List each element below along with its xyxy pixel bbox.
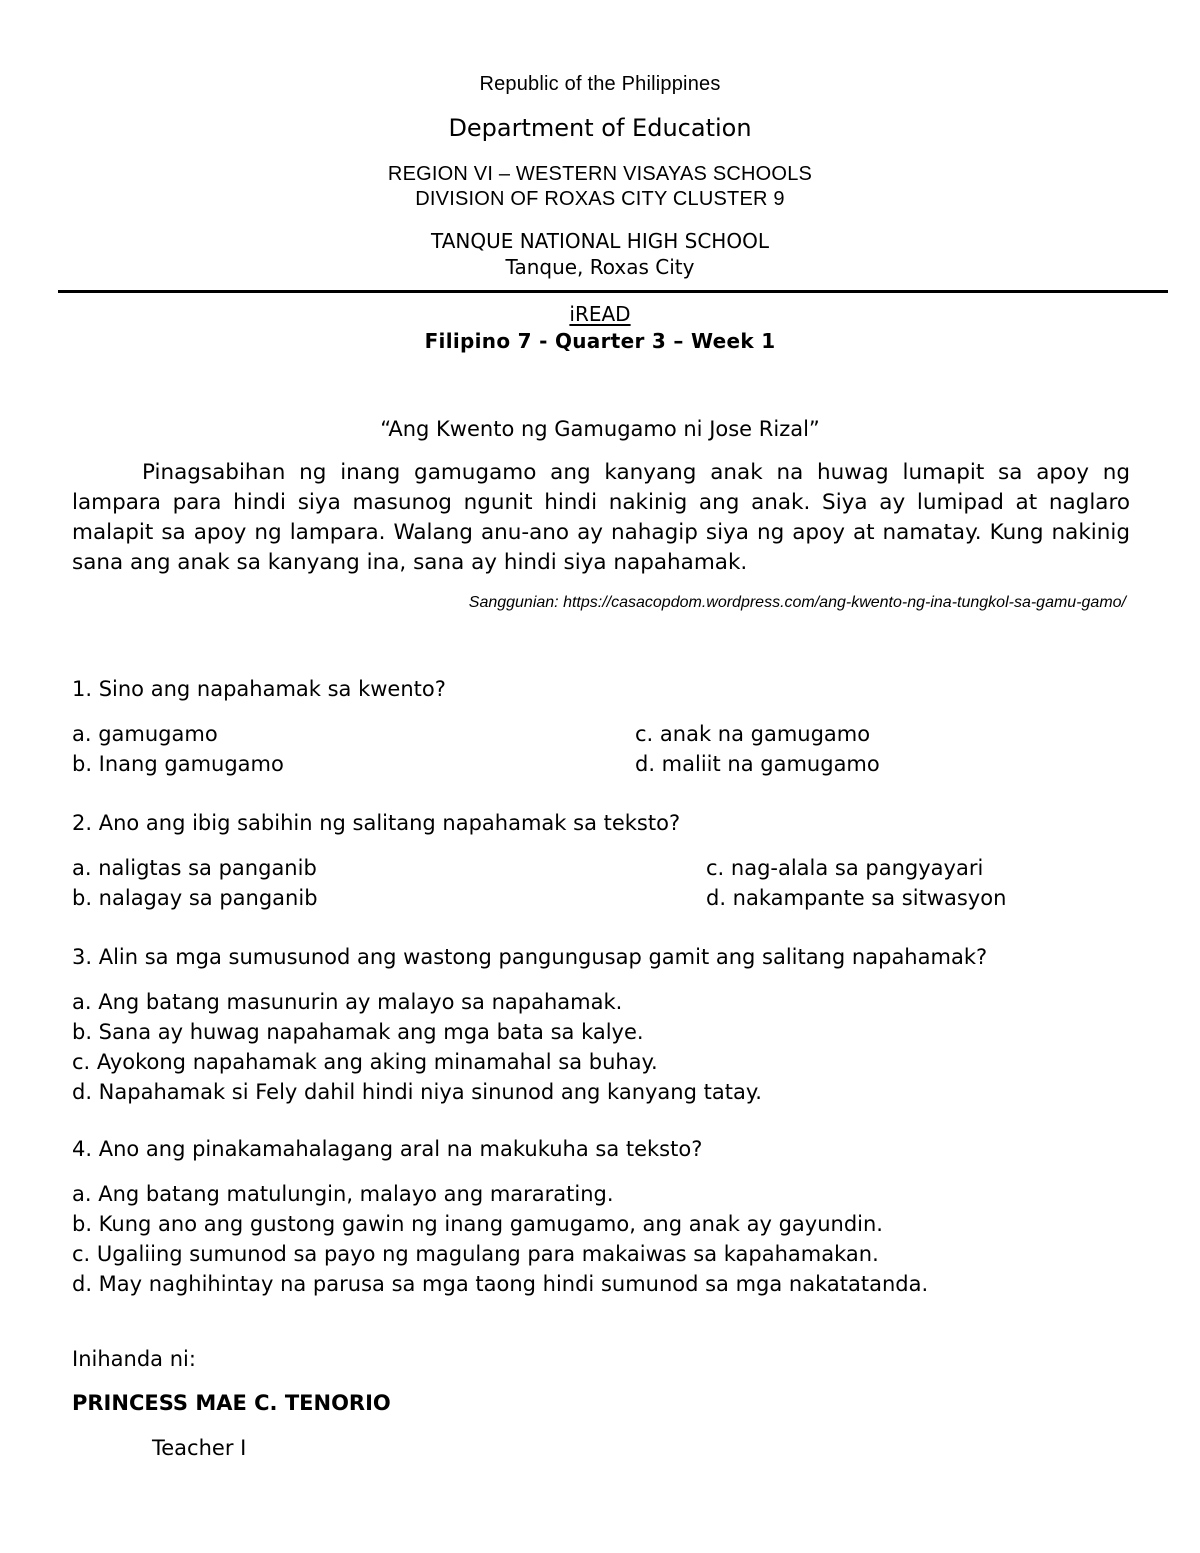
teacher-position: Teacher I	[152, 1436, 247, 1460]
division-line: DIVISION OF ROXAS CITY CLUSTER 9	[415, 188, 785, 210]
q1-option-d: d. maliit na gamugamo	[635, 752, 880, 776]
q4-option-d: d. May naghihintay na parusa sa mga taong hindi sumunod sa mga nakatatanda.	[72, 1272, 929, 1296]
q4-option-c: c. Ugaliing sumunod sa payo ng magulang para makaiwas sa kapahamakan.	[72, 1242, 879, 1266]
school-address: Tanque, Roxas City	[505, 255, 695, 279]
question-4: 4. Ano ang pinakamahalagang aral na makukuha sa teksto?	[72, 1137, 703, 1161]
question-1: 1. Sino ang napahamak sa kwento?	[72, 677, 446, 701]
q1-option-b: b. Inang gamugamo	[72, 752, 284, 776]
reference-line: Sanggunian: https://casacopdom.wordpress.com/ang-kwento-ng-ina-tungkol-sa-gamu-gamo/	[468, 594, 1126, 611]
q3-option-c: c. Ayokong napahamak ang aking minamahal sa buhay.	[72, 1050, 658, 1074]
q4-option-b: b. Kung ano ang gustong gawin ng inang gamugamo, ang anak ay gayundin.	[72, 1212, 883, 1236]
story-title: “Ang Kwento ng Gamugamo ni Jose Rizal”	[380, 417, 820, 441]
q2-option-b: b. nalagay sa panganib	[72, 886, 318, 910]
q1-option-a: a. gamugamo	[72, 722, 218, 746]
q2-option-a: a. naligtas sa panganib	[72, 856, 317, 880]
q3-option-a: a. Ang batang masunurin ay malayo sa napahamak.	[72, 990, 623, 1014]
q3-option-d: d. Napahamak si Fely dahil hindi niya sinunod ang kanyang tatay.	[72, 1080, 762, 1104]
question-2: 2. Ano ang ibig sabihin ng salitang napahamak sa teksto?	[72, 811, 681, 835]
q2-option-c: c. nag-alala sa pangyayari	[706, 856, 984, 880]
republic-line: Republic of the Philippines	[479, 73, 721, 95]
subject-line: Filipino 7 - Quarter 3 – Week 1	[424, 329, 776, 353]
teacher-name: PRINCESS MAE C. TENORIO	[72, 1391, 391, 1415]
program-title: iREAD	[569, 302, 631, 326]
q3-option-b: b. Sana ay huwag napahamak ang mga bata sa kalye.	[72, 1020, 644, 1044]
department-title: Department of Education	[448, 114, 752, 142]
header-divider	[58, 290, 1168, 293]
school-name: TANQUE NATIONAL HIGH SCHOOL	[431, 229, 769, 253]
q2-option-d: d. nakampante sa sitwasyon	[706, 886, 1007, 910]
q1-option-c: c. anak na gamugamo	[635, 722, 871, 746]
question-3: 3. Alin sa mga sumusunod ang wastong pangungusap gamit ang salitang napahamak?	[72, 945, 988, 969]
prepared-by-label: Inihanda ni:	[72, 1347, 196, 1371]
story-paragraph: Pinagsabihan ng inang gamugamo ang kanyang anak na huwag lumapit sa apoy ng lampara para hindi siya masunog ngunit hindi nakinig ang anak. Siya ay lumipad at naglaro malapit sa apoy ng lampara. Walang anu-ano ay nahagip siya ng apoy at namatay. Kung nakinig sana ang anak sa kanyang ina, sana ay hindi siya napahamak.	[72, 460, 1130, 575]
region-line: REGION VI – WESTERN VISAYAS SCHOOLS	[387, 163, 813, 185]
q4-option-a: a. Ang batang matulungin, malayo ang mararating.	[72, 1182, 614, 1206]
